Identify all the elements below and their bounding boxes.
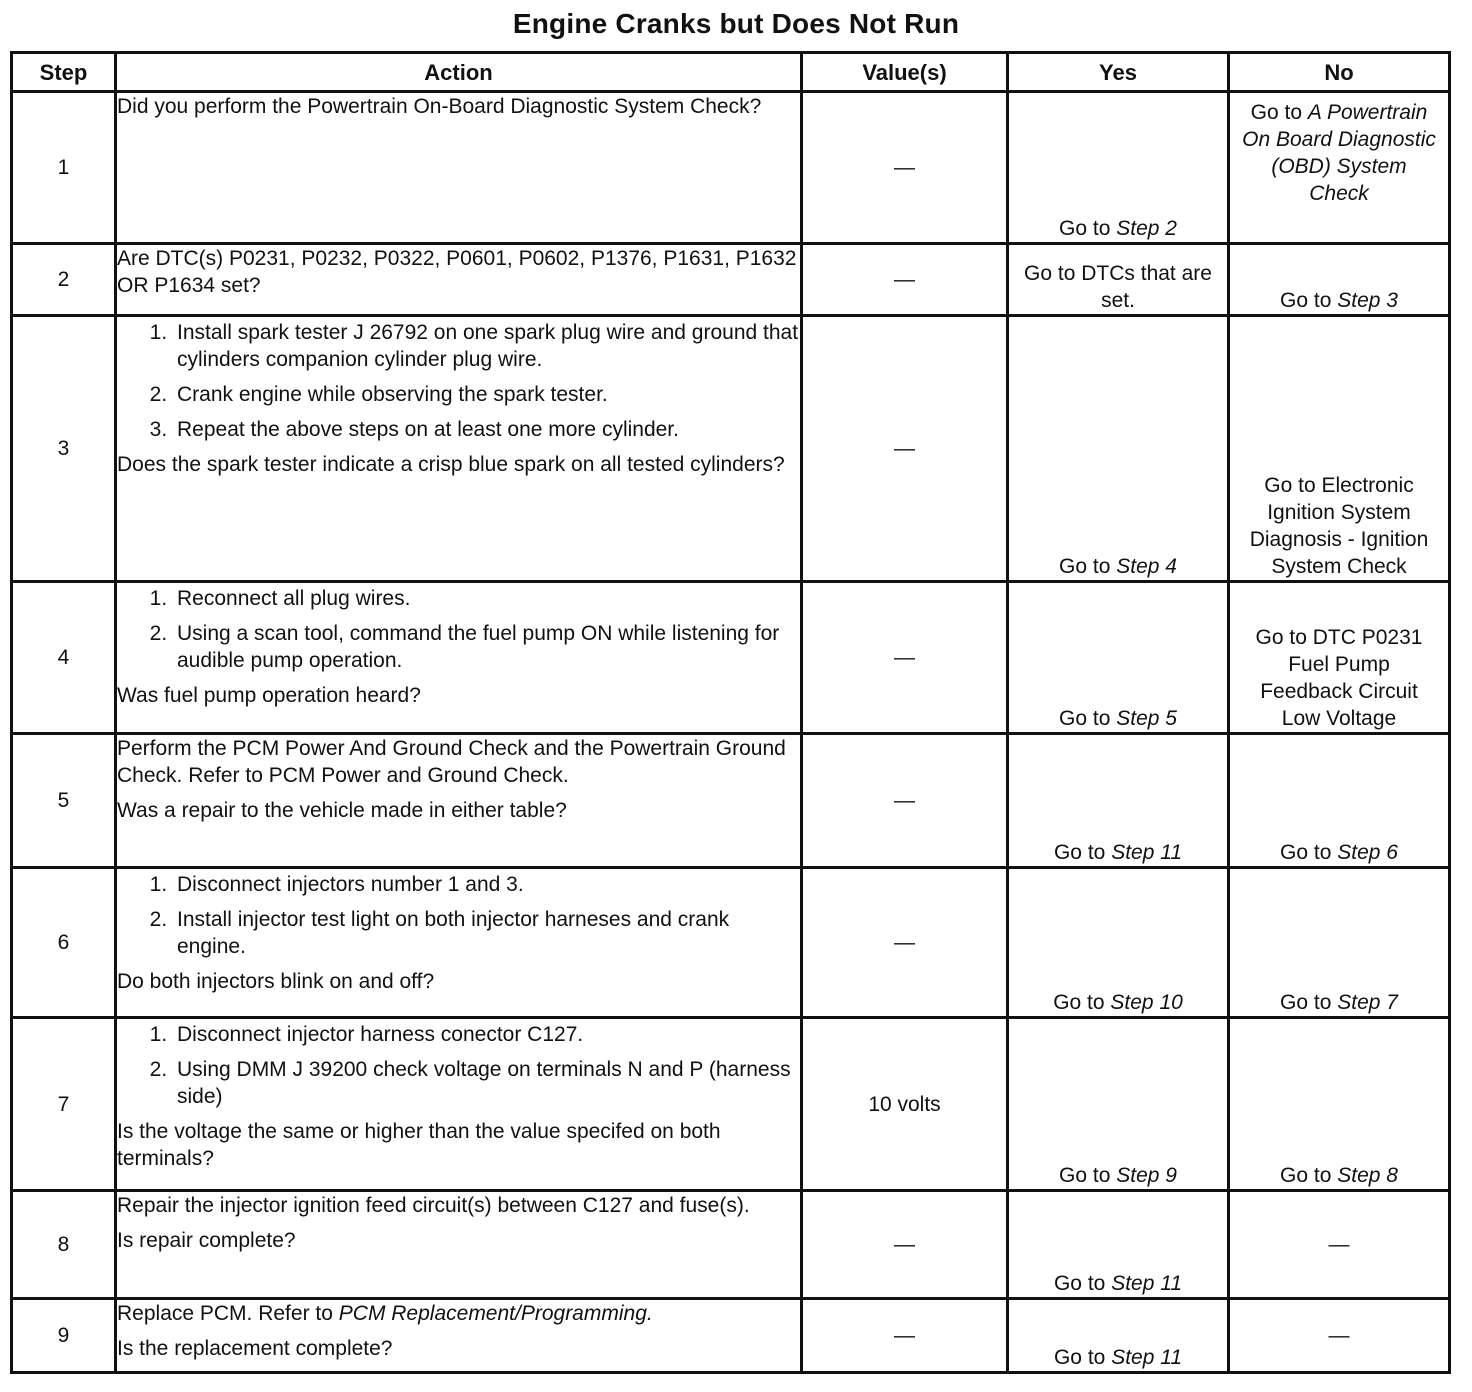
- action-question: Is the replacement complete?: [117, 1337, 393, 1360]
- header-values: Value(s): [802, 53, 1008, 92]
- table-row: [12, 244, 1450, 316]
- action-question: Was fuel pump operation heard?: [117, 684, 421, 707]
- procedure-list: [117, 1021, 800, 1110]
- yes-prefix: Go to: [1053, 1346, 1106, 1369]
- action-cell: [116, 582, 802, 734]
- yes-link[interactable]: Step 2: [1116, 217, 1177, 240]
- procedure-item: 1. Reconnect all plug wires.: [173, 585, 800, 612]
- table-row: [12, 582, 1450, 734]
- yes-prefix: Go to: [1059, 1164, 1111, 1187]
- step-number: 2: [12, 244, 116, 316]
- yes-cell[interactable]: Go to DTCs that are set.: [1008, 244, 1229, 316]
- no-link[interactable]: Step 7: [1337, 991, 1398, 1014]
- action-cell: [116, 1191, 802, 1299]
- no-cell[interactable]: [1229, 244, 1450, 316]
- yes-cell[interactable]: [1008, 868, 1229, 1018]
- action-question: Is the voltage the same or higher than the value specifed on both terminals?: [117, 1120, 721, 1170]
- yes-link[interactable]: Step 11: [1111, 1346, 1183, 1369]
- action-cell: [116, 244, 802, 316]
- action-cell: [116, 868, 802, 1018]
- procedure-list: [117, 319, 800, 443]
- yes-link[interactable]: Step 9: [1116, 1164, 1177, 1187]
- header-action: Action: [116, 53, 802, 92]
- no-cell: —: [1229, 1191, 1450, 1299]
- table-row: [12, 1299, 1450, 1373]
- yes-prefix: Go to: [1053, 1272, 1106, 1295]
- no-cell[interactable]: [1229, 734, 1450, 868]
- no-cell: —: [1229, 1299, 1450, 1373]
- action-prefix: Replace PCM. Refer to: [117, 1302, 333, 1325]
- yes-link[interactable]: Step 5: [1116, 707, 1177, 730]
- no-prefix: Go to: [1250, 101, 1303, 124]
- procedure-item: 1. Disconnect injectors number 1 and 3.: [173, 871, 800, 898]
- action-cell: [116, 1299, 802, 1373]
- value-cell: 10 volts: [802, 1018, 1008, 1191]
- procedure-list: [117, 871, 800, 960]
- value-cell: —: [802, 1299, 1008, 1373]
- action-question: Do both injectors blink on and off?: [117, 970, 435, 993]
- yes-prefix: Go to: [1059, 555, 1111, 578]
- no-prefix: Go to: [1280, 289, 1332, 312]
- action-reference-link[interactable]: PCM Replacement/Programming.: [338, 1302, 653, 1325]
- action-question: Does the spark tester indicate a crisp blue spark on all tested cylinders?: [117, 453, 785, 476]
- action-text: Perform the PCM Power And Ground Check and the Powertrain Ground Check. Refer to PCM Power and Ground Check.: [117, 737, 786, 787]
- table-header-row: [12, 53, 1450, 92]
- step-number: 7: [12, 1018, 116, 1191]
- procedure-item: 3. Repeat the above steps on at least one more cylinder.: [173, 416, 800, 443]
- procedure-list: [117, 585, 800, 674]
- no-prefix: Go to: [1280, 841, 1332, 864]
- no-link[interactable]: Step 6: [1337, 841, 1398, 864]
- step-number: 1: [12, 92, 116, 244]
- step-number: 4: [12, 582, 116, 734]
- yes-prefix: Go to: [1053, 841, 1106, 864]
- value-cell: —: [802, 92, 1008, 244]
- step-number: 8: [12, 1191, 116, 1299]
- no-link[interactable]: Step 8: [1337, 1164, 1398, 1187]
- table-row: [12, 734, 1450, 868]
- yes-cell[interactable]: [1008, 316, 1229, 582]
- yes-cell[interactable]: [1008, 582, 1229, 734]
- action-text: [117, 1300, 800, 1327]
- yes-link[interactable]: Step 4: [1116, 555, 1177, 578]
- table-row: [12, 316, 1450, 582]
- yes-cell[interactable]: [1008, 1299, 1229, 1373]
- header-step: Step: [12, 53, 116, 92]
- action-cell: [116, 316, 802, 582]
- page-title: Engine Cranks but Does Not Run: [512, 8, 960, 39]
- table-row: [12, 1191, 1450, 1299]
- no-link[interactable]: A Powertrain On Board Diagnostic (OBD) System Check: [1242, 101, 1436, 205]
- yes-cell[interactable]: [1008, 1191, 1229, 1299]
- no-prefix: Go to: [1280, 991, 1332, 1014]
- diagnostic-table: [10, 51, 1451, 1374]
- header-yes: Yes: [1008, 53, 1229, 92]
- value-cell: —: [802, 734, 1008, 868]
- action-question: Was a repair to the vehicle made in either table?: [117, 799, 567, 822]
- no-link[interactable]: Step 3: [1337, 289, 1398, 312]
- header-no: No: [1229, 53, 1450, 92]
- action-cell: [116, 92, 802, 244]
- yes-prefix: Go to: [1053, 991, 1105, 1014]
- yes-prefix: Go to: [1059, 217, 1111, 240]
- procedure-item: 1. Install spark tester J 26792 on one spark plug wire and ground that cylinders companion cylinder plug wire.: [173, 319, 800, 373]
- action-text: Did you perform the Powertrain On-Board Diagnostic System Check?: [117, 95, 762, 118]
- value-cell: —: [802, 316, 1008, 582]
- procedure-item: 2. Using DMM J 39200 check voltage on terminals N and P (harness side): [173, 1056, 800, 1110]
- no-cell[interactable]: Go to Electronic Ignition System Diagnosis - Ignition System Check: [1229, 316, 1450, 582]
- yes-cell[interactable]: [1008, 1018, 1229, 1191]
- yes-prefix: Go to: [1059, 707, 1111, 730]
- step-number: 3: [12, 316, 116, 582]
- yes-link[interactable]: Step 11: [1111, 841, 1183, 864]
- action-text: Are DTC(s) P0231, P0232, P0322, P0601, P0602, P1376, P1631, P1632 OR P1634 set?: [117, 247, 797, 297]
- no-prefix: Go to: [1280, 1164, 1332, 1187]
- value-cell: —: [802, 582, 1008, 734]
- step-number: 9: [12, 1299, 116, 1373]
- yes-link[interactable]: Step 11: [1111, 1272, 1183, 1295]
- procedure-item: 1. Disconnect injector harness conector C127.: [173, 1021, 800, 1048]
- yes-cell[interactable]: [1008, 734, 1229, 868]
- no-cell[interactable]: Go to DTC P0231 Fuel Pump Feedback Circuit Low Voltage: [1229, 582, 1450, 734]
- procedure-item: 2. Using a scan tool, command the fuel pump ON while listening for audible pump operation.: [173, 620, 800, 674]
- yes-cell[interactable]: [1008, 92, 1229, 244]
- value-cell: —: [802, 244, 1008, 316]
- action-cell: [116, 1018, 802, 1191]
- action-question: Is repair complete?: [117, 1229, 296, 1252]
- step-number: 5: [12, 734, 116, 868]
- table-row: [12, 1018, 1450, 1191]
- step-number: 6: [12, 868, 116, 1018]
- procedure-item: 2. Install injector test light on both injector harneses and crank engine.: [173, 906, 800, 960]
- no-cell[interactable]: [1229, 1018, 1450, 1191]
- procedure-item: 2. Crank engine while observing the spark tester.: [173, 381, 800, 408]
- table-row: [12, 868, 1450, 1018]
- value-cell: —: [802, 868, 1008, 1018]
- action-cell: [116, 734, 802, 868]
- table-row: [12, 92, 1450, 244]
- yes-link[interactable]: Step 10: [1110, 991, 1183, 1014]
- no-cell[interactable]: [1229, 868, 1450, 1018]
- no-cell[interactable]: [1229, 92, 1450, 244]
- action-text: Repair the injector ignition feed circuit(s) between C127 and fuse(s).: [117, 1194, 750, 1217]
- value-cell: —: [802, 1191, 1008, 1299]
